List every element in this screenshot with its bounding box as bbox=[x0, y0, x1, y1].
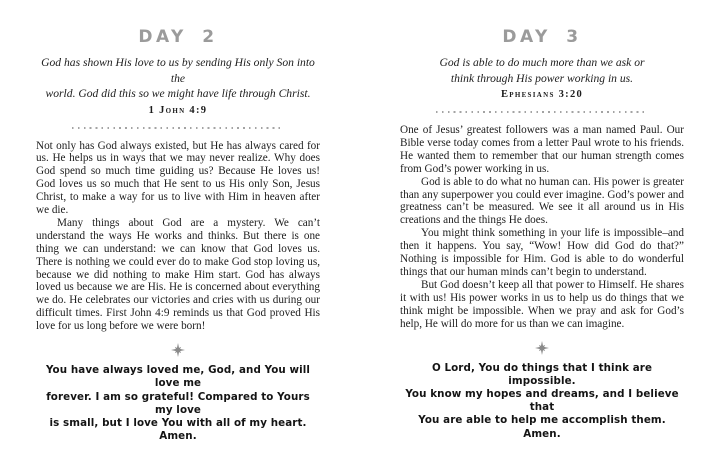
sparkle-star-icon bbox=[535, 339, 549, 356]
prayer-line: is small, but I love You with all of my heart. Amen. bbox=[49, 416, 307, 443]
body-paragraph: You might think something in your life is impossible–and then it happens. You say, “Wow! How did God do that?” Nothing is impossible for Him. God is able to do wonderful things that our human minds can’t begin to understand. bbox=[400, 227, 684, 278]
prayer-line: You are able to help me accomplish them. Amen. bbox=[418, 414, 666, 440]
body-paragraph: One of Jesus’ greatest followers was a man named Paul. Our Bible verse today comes from a letter Paul wrote to his friends. He wanted them to remember that our human strength comes from God’s power working in us. bbox=[400, 124, 684, 175]
scripture-reference: 1 John 4:9 bbox=[148, 104, 208, 116]
ornament-row bbox=[400, 341, 684, 355]
prayer bbox=[400, 362, 684, 441]
prayer-line: You have always loved me, God, and You will love me bbox=[45, 364, 311, 390]
devotional-body bbox=[400, 124, 684, 331]
day-heading: DAY 3 bbox=[502, 27, 582, 47]
devotional-body bbox=[36, 140, 320, 334]
body-paragraph: Many things about God are a mystery. We can’t understand the ways He works and thinks. But there is one thing we can understand: we can know that God loves us. There is nothing we could ever do to make God stop loving us, because we did nothing to make Him start. God has always loved us because we are His. He is concerned about everything we do. He celebrates our victories and cries with us during our difficult times. First John 4:9 reminds us that God proved His love for us long before we were born! bbox=[36, 216, 320, 333]
verse-line: think through His power working in us. bbox=[450, 71, 634, 85]
verse-line: world. God did this so we might have life through Christ. bbox=[45, 87, 311, 100]
sparkle-star-icon bbox=[171, 341, 185, 358]
day-heading: DAY 2 bbox=[138, 27, 218, 47]
scripture-verse bbox=[400, 55, 684, 86]
prayer bbox=[36, 364, 320, 443]
body-paragraph: God is able to do what no human can. His power is greater than any superpower you could ever imagine. God’s power and greatness can’t be measured. We see it all around us in His creations and the things He does. bbox=[400, 175, 684, 227]
verse-line: God is able to do much more than we ask or bbox=[439, 56, 645, 69]
body-paragraph: But God doesn’t keep all that power to Himself. He shares it with us! His power works in us to help us do things that we think might be impossible. When we pray and ask for God’s help, He will do more for us than we can imagine. bbox=[400, 278, 684, 330]
dotted-divider bbox=[436, 111, 648, 113]
page-day-3 bbox=[360, 0, 720, 468]
scripture-reference: Ephesians 3:20 bbox=[500, 89, 584, 100]
prayer-line: forever. I am so grateful! Compared to Yours my love bbox=[46, 390, 310, 416]
dotted-divider bbox=[72, 127, 284, 129]
ornament-row bbox=[36, 343, 320, 357]
prayer-line: O Lord, You do things that I think are impossible. bbox=[431, 361, 653, 387]
body-paragraph: Not only has God always existed, but He has always cared for us. He helps us in ways that we may never realize. Why does God spend so much time guiding us? Because He loves us! God loves us so much that He sent to us His only Son, Jesus Christ, to make a way for us to live with Him in heaven after we die. bbox=[36, 139, 320, 217]
prayer-line: You know my hopes and dreams, and I believe that bbox=[405, 387, 679, 414]
verse-line: God has shown His love to us by sending His only Son into the bbox=[41, 56, 315, 85]
scripture-verse bbox=[36, 55, 320, 102]
